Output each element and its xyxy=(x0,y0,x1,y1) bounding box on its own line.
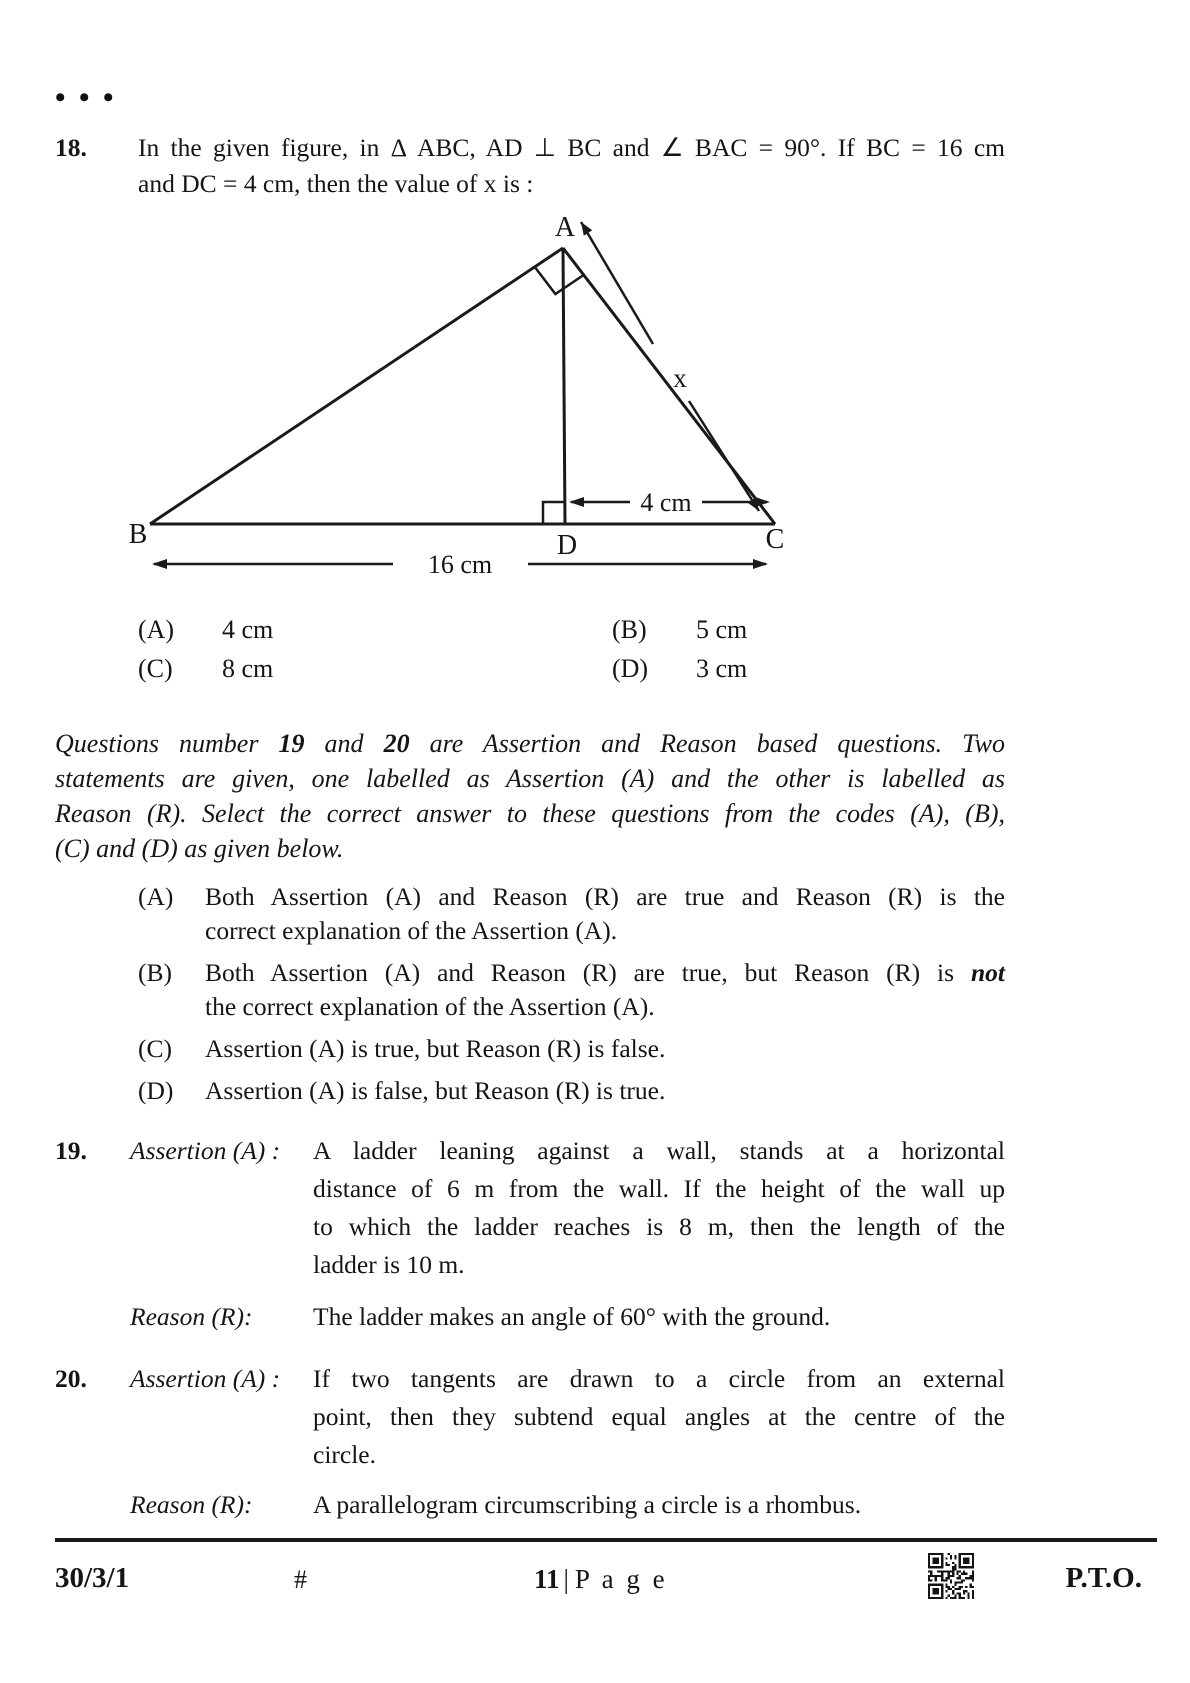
bc-dimension-label: 16 cm xyxy=(427,550,493,578)
dc-arrowhead-left xyxy=(569,497,584,507)
code-d-text: Assertion (A) is false, but Reason (R) is true. xyxy=(205,1076,666,1105)
q20-reason-indent xyxy=(55,1488,130,1522)
code-b-text: Both Assertion (A) and Reason (R) are true, but Reason (R) is not the correct explanation of the Assertion (A). xyxy=(205,958,1005,1021)
code-item-a xyxy=(138,880,1005,948)
option-a-label: (A) xyxy=(138,615,175,644)
code-c-text: Assertion (A) is true, but Reason (R) is false. xyxy=(205,1034,666,1063)
code-d-label: (D) xyxy=(138,1076,174,1105)
page-word: P a g e xyxy=(574,1564,668,1594)
q19-number: 19. xyxy=(55,1136,87,1165)
vertex-b-label: B xyxy=(128,519,148,550)
vertex-a-label: A xyxy=(554,212,576,243)
footer-rule xyxy=(55,1538,1157,1542)
option-c-value: 8 cm xyxy=(222,654,274,683)
paper-set-code: 30/3/1 xyxy=(55,1562,130,1594)
q19-reason xyxy=(55,1300,1005,1334)
q18-figure xyxy=(110,206,815,578)
code-item-b xyxy=(138,956,1005,1024)
option-b-value: 5 cm xyxy=(696,615,748,644)
x-dimension-arrow xyxy=(581,222,759,511)
q19-reason-label: Reason (R): xyxy=(130,1302,253,1331)
hash-symbol: # xyxy=(294,1565,307,1594)
q18-number: 18. xyxy=(55,133,87,162)
page-indicator xyxy=(534,1561,668,1597)
qr-code xyxy=(928,1553,974,1599)
dc-dimension-label: 4 cm xyxy=(640,488,692,517)
q19-assertion-text: A ladder leaning against a wall, stands at a horizontal distance of 6 m from the wall. If the height of the wall up to which the ladder reaches is 8 m, then the length of the ladder is 10 m. xyxy=(313,1136,1005,1279)
option-a-value: 4 cm xyxy=(222,615,274,644)
code-item-c xyxy=(138,1032,1005,1066)
bc-arrowhead-left xyxy=(152,559,167,569)
question-19 xyxy=(55,1132,1005,1284)
vertex-d-label: D xyxy=(556,530,578,561)
option-b-label: (B) xyxy=(612,615,647,644)
q20-assertion-label: Assertion (A) : xyxy=(130,1364,281,1393)
code-c-label: (C) xyxy=(138,1034,172,1063)
question-18 xyxy=(55,130,1005,202)
q18-text: In the given figure, in Δ ABC, AD ⊥ BC and ∠ BAC = 90°. If BC = 16 cm and DC = 4 cm, then the value of x is : xyxy=(138,133,1005,198)
code-b-label: (B) xyxy=(138,958,172,987)
q20-reason-label: Reason (R): xyxy=(130,1490,253,1519)
right-angle-mark-a xyxy=(535,267,584,294)
q20-number: 20. xyxy=(55,1364,87,1393)
q19-reason-indent xyxy=(55,1300,130,1334)
options-row-2 xyxy=(138,649,1005,688)
page-separator: | xyxy=(563,1564,569,1594)
option-d-label: (D) xyxy=(612,654,649,683)
vertex-c-label: C xyxy=(765,524,785,555)
triangle-figure-svg xyxy=(110,206,815,578)
continuation-dots: • • • xyxy=(55,81,114,114)
code-a-label: (A) xyxy=(138,882,174,911)
x-arrowhead-top xyxy=(581,222,592,236)
options-row-1 xyxy=(138,610,1005,649)
side-x-label: x xyxy=(673,363,687,393)
q18-options xyxy=(138,610,1005,688)
pto-label: P.T.O. xyxy=(1065,1562,1142,1594)
right-angle-mark-d xyxy=(543,502,565,524)
bc-arrowhead-right xyxy=(753,559,768,569)
code-item-d xyxy=(138,1074,1005,1108)
page-number: 11 xyxy=(534,1564,560,1594)
question-20 xyxy=(55,1360,1005,1474)
option-c-label: (C) xyxy=(138,654,173,683)
answer-codes-list xyxy=(138,880,1005,1108)
q20-assertion-text: If two tangents are drawn to a circle from an external point, then they subtend equal angles at the centre of the circle. xyxy=(313,1364,1005,1469)
assertion-reason-instructions: Questions number 19 and 20 are Assertion and Reason based questions. Two statements are given, one labelled as Assertion (A) and the other is labelled as Reason (R). Select the correct answer to these questions from the codes (A), (B), (C) and (D) as given below. xyxy=(55,729,1006,863)
q20-reason xyxy=(55,1488,1005,1522)
q20-reason-text: A parallelogram circumscribing a circle is a rhombus. xyxy=(313,1490,862,1519)
code-a-text: Both Assertion (A) and Reason (R) are true and Reason (R) is the correct explanation of the Assertion (A). xyxy=(205,882,1005,945)
q19-reason-text: The ladder makes an angle of 60° with the ground. xyxy=(313,1302,831,1331)
page-content xyxy=(55,0,1005,1522)
option-d-value: 3 cm xyxy=(696,654,748,683)
q19-assertion-label: Assertion (A) : xyxy=(130,1136,281,1165)
